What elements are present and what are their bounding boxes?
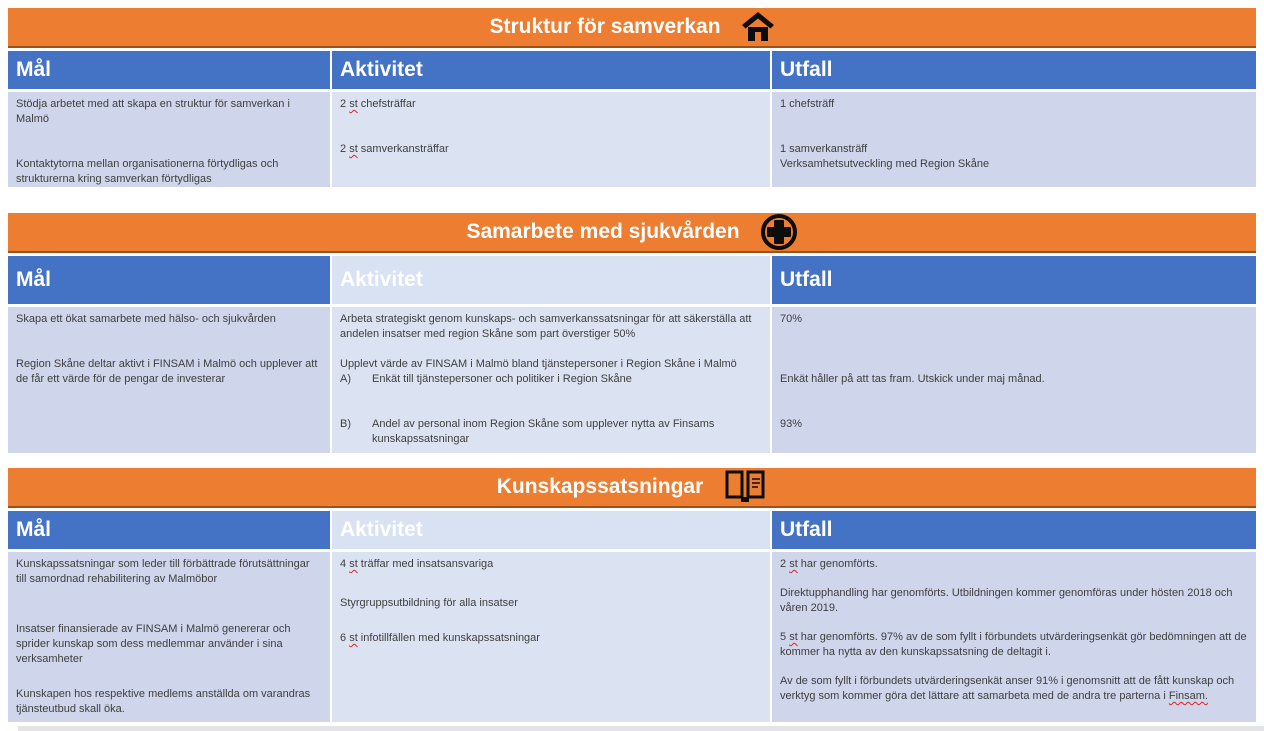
- column-header-aktivitet: Aktivitet: [332, 51, 770, 89]
- table-body-row: [8, 92, 1256, 187]
- activity-text: 2 st samverkansträffar: [340, 143, 449, 155]
- section-title-bar: [8, 8, 1256, 48]
- column-header-mal: Mål: [8, 51, 330, 89]
- outcome-text: 1 chefsträff: [780, 98, 835, 110]
- goal-text: Kunskapen hos respektive medlems anställda om varandras tjänsteutbud skall öka.: [16, 688, 311, 715]
- cell-mal: [8, 552, 330, 722]
- table-body-row: [8, 552, 1256, 722]
- open-book-icon: [723, 469, 767, 505]
- section-title-bar: [8, 468, 1256, 508]
- outcome-text: Verksamhetsutveckling med Region Skåne: [780, 158, 990, 170]
- section-samarbete-med-sjukvarden: [8, 213, 1256, 453]
- cell-aktivitet: [332, 552, 770, 722]
- activity-text: 2 st chefsträffar: [340, 98, 416, 110]
- column-header-utfall: Utfall: [772, 511, 1256, 549]
- column-header-mal: Mål: [8, 256, 330, 304]
- activity-text: 6 st infotillfällen med kunskapssatsningar: [340, 632, 540, 644]
- section-title-bar: [8, 213, 1256, 253]
- outcome-text: 93%: [780, 418, 803, 430]
- outcome-text: 70%: [780, 313, 803, 325]
- cell-utfall: [772, 92, 1256, 187]
- activity-text: 4 st träffar med insatsansvariga: [340, 558, 494, 570]
- cell-mal: [8, 92, 330, 187]
- spellcheck-squiggle: st: [349, 558, 358, 570]
- goal-text: Kontaktytorna mellan organisationerna förtydligas och strukturerna kring samverkan förtydligas: [16, 158, 279, 185]
- column-header-aktivitet: Aktivitet: [332, 511, 770, 549]
- cell-aktivitet: [332, 307, 770, 453]
- cell-aktivitet: [332, 92, 770, 187]
- medical-cross-icon: [760, 213, 798, 251]
- house-icon: [741, 11, 775, 43]
- column-header-utfall: Utfall: [772, 256, 1256, 304]
- cell-utfall: [772, 552, 1256, 722]
- activity-text: Upplevt värde av FINSAM i Malmö bland tjänstepersoner i Region Skåne i Malmö: [340, 358, 737, 370]
- activity-list-item-b: B) Andel av personal inom Region Skåne som upplever nytta av Finsams kunskapssatsningar: [340, 418, 715, 445]
- section-title: Struktur för samverkan: [489, 15, 721, 38]
- next-element-edge: [18, 726, 1264, 731]
- table-header-row: [8, 256, 1256, 304]
- cell-utfall: [772, 307, 1256, 453]
- outcome-text: Av de som fyllt i förbundets utvärderingsenkät anser 91% i genomsnitt att de fått kunskap och verktyg som kommer göra det lättare att samarbeta med de andra tre parterna i Finsam.: [780, 675, 1235, 702]
- section-title: Samarbete med sjukvården: [466, 220, 740, 243]
- column-header-utfall: Utfall: [772, 51, 1256, 89]
- spellcheck-squiggle: st: [789, 558, 798, 570]
- activity-text: Styrgruppsutbildning för alla insatser: [340, 597, 518, 609]
- spellcheck-squiggle: st: [349, 98, 358, 110]
- column-header-aktivitet: Aktivitet: [332, 256, 770, 304]
- spellcheck-squiggle: Finsam.: [1168, 690, 1208, 702]
- table-header-row: [8, 511, 1256, 549]
- table-header-row: [8, 51, 1256, 89]
- outcome-text: Direktupphandling har genomförts. Utbildningen kommer genomföras under hösten 2018 och våren 2019.: [780, 587, 1233, 614]
- goal-text: Insatser finansierade av FINSAM i Malmö genererar och sprider kunskap som dess medlemmar använder i sina verksamheter: [16, 623, 291, 665]
- goal-text: Stödja arbetet med att skapa en struktur för samverkan i Malmö: [16, 98, 290, 125]
- section-title: Kunskapssatsningar: [496, 475, 704, 498]
- outcome-text: Enkät håller på att tas fram. Utskick under maj månad.: [780, 373, 1045, 385]
- outcome-text: 1 samverkansträff: [780, 143, 868, 155]
- spellcheck-squiggle: st: [789, 631, 798, 643]
- section-kunskapssatsningar: [8, 468, 1256, 722]
- section-struktur-for-samverkan: [8, 8, 1256, 187]
- outcome-text: 2 st har genomförts.: [780, 558, 878, 570]
- spellcheck-squiggle: st: [349, 143, 358, 155]
- spellcheck-squiggle: st: [349, 632, 358, 644]
- goal-text: Region Skåne deltar aktivt i FINSAM i Malmö och upplever att de får ett värde för de pengar de investerar: [16, 358, 318, 385]
- activity-text: Arbeta strategiskt genom kunskaps- och samverkanssatsningar för att säkerställa att andelen insatser med region Skåne som part överstiger 50%: [340, 313, 752, 340]
- column-header-mal: Mål: [8, 511, 330, 549]
- cell-mal: [8, 307, 330, 453]
- goal-text: Kunskapssatsningar som leder till förbättrade förutsättningar till samordnad rehabilitering av Malmöbor: [16, 558, 310, 585]
- activity-list-item-a: A) Enkät till tjänstepersoner och politiker i Region Skåne: [340, 373, 632, 385]
- goal-text: Skapa ett ökat samarbete med hälso- och sjukvården: [16, 313, 276, 325]
- table-body-row: [8, 307, 1256, 453]
- outcome-text: 5 st har genomförts. 97% av de som fyllt i förbundets utvärderingsenkät gör bedömningen att de kommer ha nytta av den kunskapssatsning de deltagit i.: [780, 631, 1247, 658]
